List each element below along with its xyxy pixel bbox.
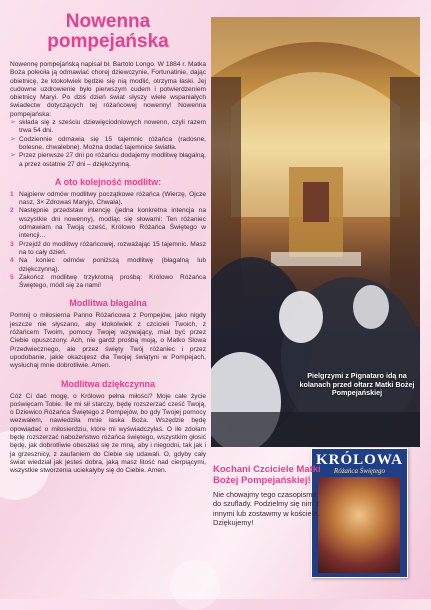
- bullet-item: [10, 152, 206, 169]
- step-item: [10, 257, 206, 274]
- intro-paragraph: Nowennę pompejańską napisał bł. Bartolo Longo. W 1884 r. Matka Boża poleciła ją odmawiać chorej dziewczynie, Fortunatinie, dając obietnicę, że ktokolwiek będzie się nią modlić, otrzyma łaski. Jej cudowne uzdrowienie było pierwszym cudem i potwierdzeniem obietnicy Maryi. Po dziś dzień świat słyszy wiele wspaniałych świadectw dotyczących tej różańcowej nowenny! Nowenna pompejańska:: [10, 61, 206, 118]
- plea-section: [10, 312, 206, 370]
- bullet-item: [10, 119, 206, 136]
- photo-caption: Pielgrzymi z Pignataro idą na kolanach przed ołtarz Matki Bożej Pompejańskiej: [299, 371, 415, 397]
- intro-section: [10, 61, 206, 169]
- title-line-1: Nowenna: [65, 11, 151, 32]
- arrow-icon: ➢: [10, 119, 16, 127]
- steps-section: [10, 191, 206, 291]
- bullet-item: [10, 136, 206, 153]
- step-text: Zakończ modlitwę trzykrotną prośbą: Królowo Różańca Świętego, módl się za nami!: [19, 273, 206, 290]
- thanks-heading: Modlitwa dziękczynna: [60, 378, 156, 389]
- step-number: 3: [10, 240, 14, 248]
- bullet-text: Codziennie odmawia się 15 tajemnic różańca (radosne, bolesne, chwalebne). Można dodać tajemnice światła.: [19, 135, 206, 151]
- thanks-section: [10, 393, 206, 476]
- promo-box: [211, 452, 420, 592]
- title-line-2: pompejańska: [47, 31, 169, 52]
- step-item: [10, 207, 206, 240]
- step-text: Najpierw odmów modlitwy początkowe różańca (Wierzę, Ojcze nasz, 3× Zdrowaś Maryjo, Chwała).: [19, 190, 206, 207]
- bullet-text: składa się z sześciu dziewięciodniowych nowenn, czyli razem trwa 54 dni.: [19, 119, 206, 135]
- promo-thanks: Dziękujemy!: [213, 517, 254, 527]
- magazine-title: KRÓLOWA: [315, 452, 403, 468]
- step-number: 4: [10, 257, 14, 265]
- promo-heading: Kochani Czciciele Matki Bożej Pompejańskiej!: [213, 464, 321, 486]
- basilica-photo: [211, 17, 420, 447]
- article-title: [10, 12, 206, 52]
- promo-text: Nie chowajmy tego czasopisma do szuflady. Podzielmy się nim z innymi lub zostawmy w kościele.: [213, 490, 320, 518]
- madonna-image: [318, 477, 400, 573]
- step-number: 2: [10, 207, 14, 215]
- step-list: [10, 191, 206, 291]
- step-text: Przejdź do modlitwy różańcowej, rozważając 15 tajemnic. Masz na to cały dzień.: [19, 240, 206, 256]
- step-item: [10, 191, 206, 208]
- arrow-icon: ➢: [10, 152, 16, 160]
- magazine-cover: [311, 448, 408, 578]
- article-column: [10, 6, 206, 475]
- step-text: Na koniec odmów poniższą modlitwę (błagalną lub dziękczynną).: [19, 257, 206, 273]
- bullet-list: [10, 119, 206, 169]
- plea-heading: Modlitwa błagalna: [69, 298, 147, 309]
- arrow-icon: ➢: [10, 135, 16, 143]
- plea-text: Pomnij o miłosierna Panno Różańcowa z Pompejów, jako nigdy jeszcze nie słyszano, aby ktokolwiek z czcicieli Twoich, z różańcem Twoim, pomocy Twojej wzywający, miał być przez Ciebie opuszczony. Ach, nie gardź prośbą moją, o Matko Słowa Przedwiecznego, ale przez święty Twój różaniec i przez upodobanie, jakie okazujesz dla Twojej świątyni w Pompejach, wysłuchaj mnie dobrotliwie. Amen.: [10, 312, 206, 370]
- order-heading: A oto kolejność modlitw:: [54, 176, 162, 187]
- thanks-text: Cóż Ci dać mogę, o Królowo pełna miłości? Moje całe życie poświęcam Tobie. Ile mi sił starczy, będę rozszerzać cześć Twoją, o Dziewico Różańca Świętego z Pompejów, bo gdy Twojej pomocy wezwałem, nawiedziła mnie łaska Boża. Wszędzie będę opowiadać o miłosierdziu, które mi wyświadczyłaś. O ile zdołam będę rozszerzać nabożeństwo różańca świętego, wszystkim głosić będę, jak dobrotliwie obeszłaś się ze mną, aby i niegodni, tak jak i ja grzesznicy, z zaufaniem do Ciebie się udawali. O, gdyby cały świat wiedział jak jesteś dobra, jaką masz litość nad cierpiącymi, wszystkie stworzenia uciekałyby się do Ciebie. Amen.: [10, 392, 206, 475]
- magazine-subtitle: Różańca Świętego: [333, 467, 386, 475]
- step-number: 5: [10, 273, 14, 281]
- step-number: 1: [10, 190, 14, 198]
- step-item: [10, 274, 206, 291]
- step-item: [10, 241, 206, 258]
- bullet-text: Przez pierwsze 27 dni po różańcu dodajemy modlitwę błagalną, a przez ostatnie 27 dni – dziękczynną.: [19, 152, 206, 168]
- step-text: Następnie przedstaw intencję (jedna konkretna intencja na wszystkie dni nowenny), modląc się słowami: Ten różaniec odmawiam na Twoją cześć, Królowo Różańca Świętego w intencji...: [19, 207, 206, 240]
- promo-text-block: [213, 464, 325, 527]
